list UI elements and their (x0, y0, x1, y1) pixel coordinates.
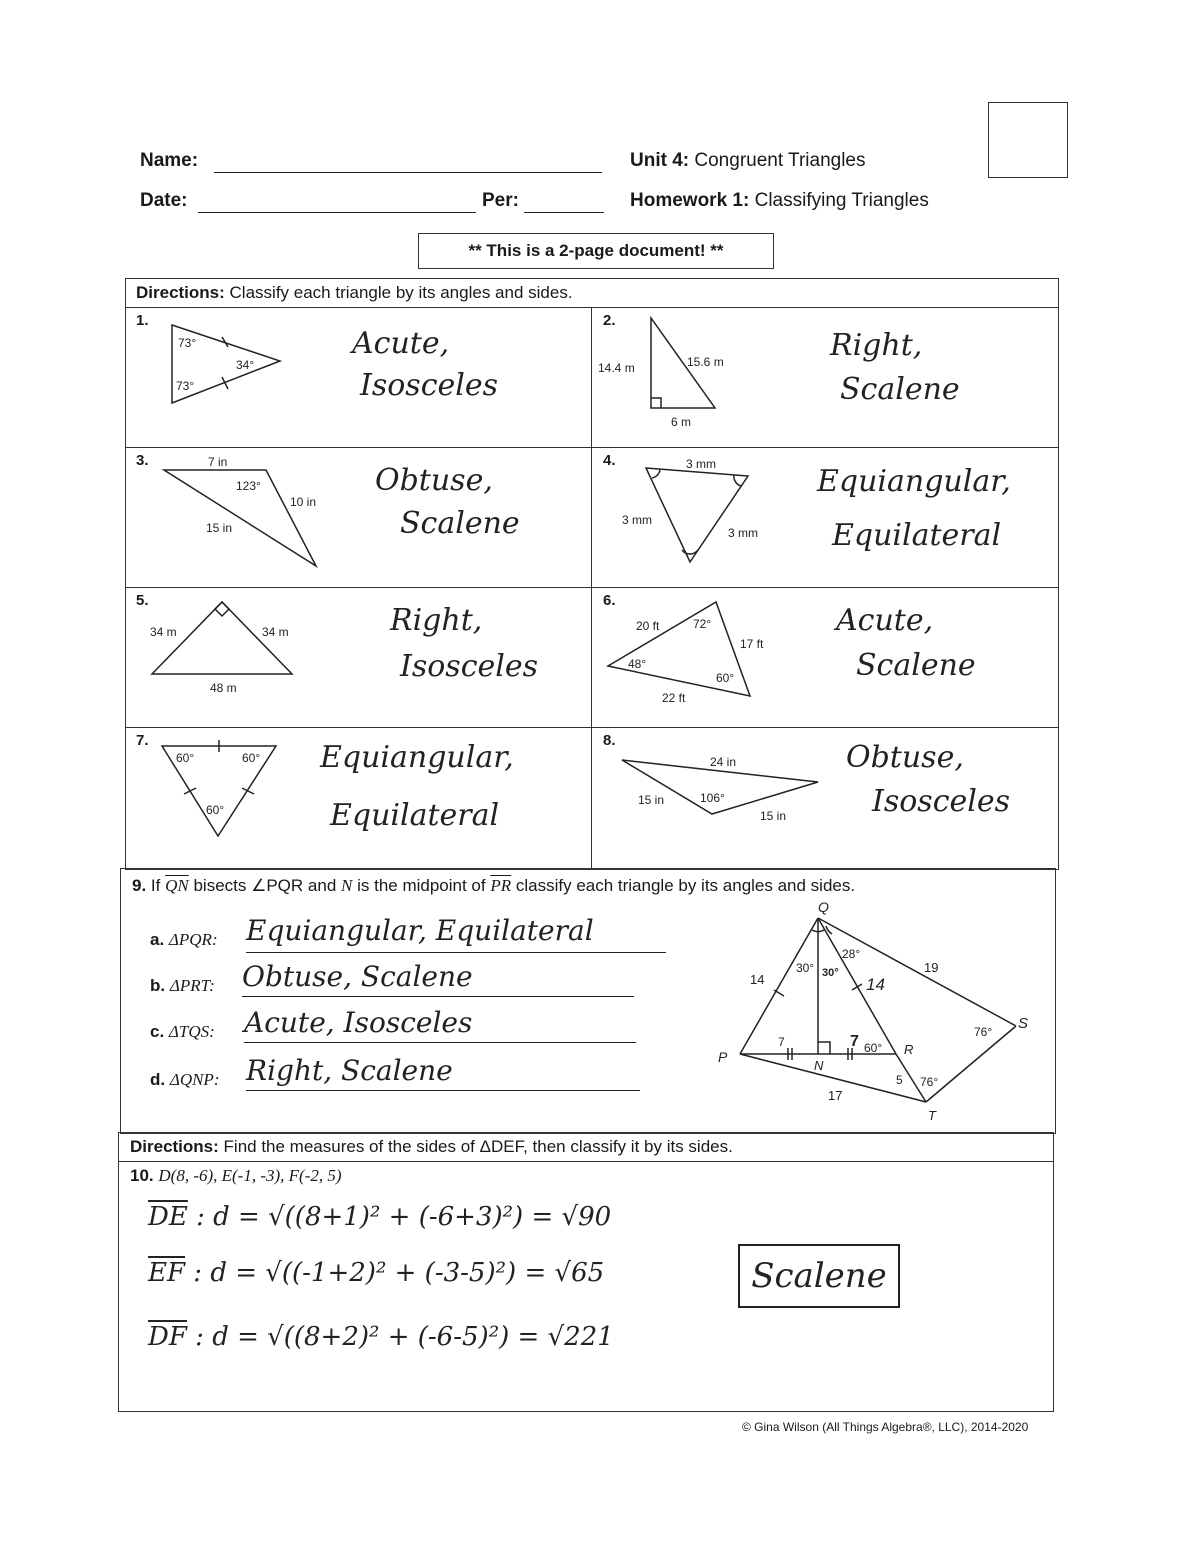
side-label: 6 m (671, 415, 692, 429)
final-answer-box: Scalene (738, 1244, 900, 1308)
vertex-label: P (718, 1049, 728, 1065)
side-label: 7 in (208, 455, 228, 469)
side-label: 22 ft (662, 691, 686, 705)
angle-label: 76° (974, 1025, 993, 1039)
answer-line1: Right, (830, 328, 923, 363)
side-label: 20 ft (636, 619, 660, 633)
answer-line2: Scalene (856, 648, 976, 683)
problem-number: 8. (603, 732, 616, 749)
copyright: © Gina Wilson (All Things Algebra®, LLC), 2014-2020 (742, 1420, 1029, 1434)
angle-label: 34° (236, 358, 255, 372)
item-triangle: ΔTQS: (168, 1022, 215, 1041)
angle-label: 28° (842, 947, 861, 961)
angle-label: 60° (864, 1041, 883, 1055)
vertex-label: T (928, 1108, 936, 1123)
directions-2 (130, 1137, 733, 1157)
directions-text: Classify each triangle by its angles and sides. (229, 283, 573, 302)
item-b-answer[interactable]: Obtuse, Scalene (242, 960, 634, 997)
side-label: 14 (866, 975, 885, 994)
point-n: N (341, 876, 353, 895)
triangle-figure (160, 315, 300, 415)
divider (125, 447, 1059, 448)
side-label: 17 ft (740, 637, 764, 651)
answer-line2: Scalene (840, 372, 960, 407)
unit-label: Unit 4: (630, 150, 690, 171)
item-letter: c. (150, 1022, 165, 1041)
distance-formula: d = √((-1+2)² + (-3-5)²) = √65 (210, 1258, 605, 1288)
item-a-answer[interactable]: Equiangular, Equilateral (246, 914, 666, 953)
prompt-text: If (150, 876, 161, 895)
per-label: Per: (482, 190, 519, 211)
side-label: 34 m (150, 625, 177, 639)
angle-label: 30° (796, 961, 815, 975)
date-label: Date: (140, 190, 188, 211)
homework-title (630, 190, 929, 212)
tick-mark (184, 788, 196, 794)
angle-label: 73° (178, 336, 197, 350)
answer-line1: Acute, (836, 603, 934, 638)
segment-label: $\overline{DF}$ (148, 1322, 187, 1352)
side-label: 3 mm (728, 526, 758, 540)
distance-formula: d = √((8+2)² + (-6-5)²) = √221 (212, 1322, 614, 1352)
answer-line1: Acute, (352, 326, 450, 361)
angle-label: 106° (700, 791, 725, 805)
directions-1 (136, 283, 573, 303)
problem-points: D(8, -6), E(-1, -3), F(-2, 5) (158, 1166, 342, 1185)
problem-number: 6. (603, 592, 616, 609)
problem-number: 7. (136, 732, 149, 749)
answer-line1: Obtuse, (846, 740, 964, 775)
segment-qs (818, 918, 1016, 1026)
vertex-label: Q (818, 899, 829, 915)
vertex-label: N (814, 1058, 824, 1073)
directions-label: Directions: (130, 1137, 219, 1156)
item-a-label (150, 930, 218, 950)
item-d-label (150, 1070, 219, 1090)
angle-label: 60° (716, 671, 735, 685)
item-triangle: ΔPQR: (168, 930, 218, 949)
date-field[interactable] (198, 192, 476, 213)
triangle-figure (610, 452, 780, 572)
angle-label: 76° (920, 1075, 939, 1089)
angle-arc (652, 470, 660, 478)
angle-label: 60° (176, 751, 195, 765)
period-field[interactable] (524, 192, 604, 213)
triangle-figure (595, 312, 755, 434)
side-label: 14 (750, 972, 765, 987)
angle-label: 60° (242, 751, 261, 765)
item-c-label (150, 1022, 215, 1042)
answer-line1: Equiangular, (817, 464, 1011, 499)
side-label: 15 in (206, 521, 233, 535)
item-c-answer[interactable]: Acute, Isosceles (244, 1006, 636, 1043)
answer-line1: Right, (390, 603, 483, 638)
name-field[interactable] (214, 152, 602, 173)
triangle-figure (610, 740, 830, 830)
unit-name: Congruent Triangles (694, 150, 866, 171)
side-label: 7 (850, 1033, 859, 1050)
prompt-text: bisects ∠PQR and (193, 876, 337, 895)
problem-number: 9. (132, 876, 147, 895)
triangle-figure (600, 592, 780, 710)
side-label: 19 (924, 960, 939, 975)
work-line: $\overline{EF}$ : d = √((-1+2)² + (-3-5)²) = √65 (148, 1258, 605, 1288)
side-label: 15 in (638, 793, 665, 807)
triangle-figure (150, 452, 330, 574)
problem-number: 4. (603, 452, 616, 469)
answer-line2: Equilateral (330, 798, 500, 833)
side-label: 17 (828, 1088, 843, 1103)
problem-number: 10. (130, 1166, 154, 1185)
right-angle-mark (215, 602, 229, 616)
divider (118, 1161, 1054, 1162)
angle-label: 48° (628, 657, 647, 671)
divider (125, 307, 1059, 308)
angle-label: 73° (176, 379, 195, 393)
angle-label: 30° (822, 967, 839, 979)
side-label: 14.4 m (598, 361, 635, 375)
problem-9-prompt (132, 876, 855, 896)
segment-qn: $\overline{QN}$ (165, 876, 189, 895)
problem-number: 2. (603, 312, 616, 329)
two-page-notice: ** This is a 2-page document! ** (418, 233, 774, 269)
score-box[interactable] (988, 102, 1068, 178)
problem-number: 3. (136, 452, 149, 469)
answer-line1: Equiangular, (320, 740, 514, 775)
segment-label: $\overline{EF}$ (148, 1258, 186, 1288)
side-label: 24 in (710, 755, 737, 769)
triangle (646, 468, 748, 562)
problem-number: 5. (136, 592, 149, 609)
angle-arc (734, 475, 741, 486)
side-label: 15.6 m (687, 355, 724, 369)
divider (125, 727, 1059, 728)
side-label: 34 m (262, 625, 289, 639)
item-letter: d. (150, 1070, 166, 1089)
answer-line2: Isosceles (400, 649, 539, 684)
item-triangle: ΔPRT: (169, 976, 215, 995)
right-angle-mark (818, 1042, 830, 1054)
segment-st (926, 1026, 1016, 1102)
side-label: 3 mm (686, 457, 716, 471)
quadrilateral-figure (700, 896, 1040, 1128)
item-d-answer[interactable]: Right, Scalene (246, 1054, 640, 1091)
divider (125, 587, 1059, 588)
problem-number: 1. (136, 312, 149, 329)
answer-line2: Equilateral (832, 518, 1002, 553)
vertex-label: R (904, 1042, 914, 1057)
segment-label: $\overline{DE}$ (148, 1202, 188, 1232)
answer-line2: Isosceles (872, 784, 1011, 819)
side-label: 15 in (760, 809, 787, 823)
item-letter: b. (150, 976, 166, 995)
distance-formula: d = √((8+1)² + (-6+3)²) = √90 (213, 1202, 612, 1232)
triangle-figure (140, 592, 310, 702)
side-label: 7 (778, 1035, 785, 1049)
divider (591, 307, 592, 870)
angle-label: 72° (693, 617, 712, 631)
homework-label: Homework 1: (630, 190, 750, 211)
side-label: 10 in (290, 495, 317, 509)
answer-line2: Scalene (400, 506, 520, 541)
item-letter: a. (150, 930, 165, 949)
problem-10-prompt (130, 1166, 342, 1186)
work-line: $\overline{DF}$ : d = √((8+2)² + (-6-5)²) = √221 (148, 1322, 614, 1352)
directions-text: Find the measures of the sides of ΔDEF, then classify it by its sides. (223, 1137, 733, 1156)
vertex-label: S (1018, 1015, 1029, 1032)
angle-label: 60° (206, 803, 225, 817)
answer-line1: Obtuse, (375, 463, 493, 498)
item-triangle: ΔQNP: (169, 1070, 220, 1089)
prompt-text: classify each triangle by its angles and sides. (515, 876, 856, 895)
triangle-figure (150, 732, 290, 844)
work-line: $\overline{DE}$ : d = √((8+1)² + (-6+3)²) = √90 (148, 1202, 612, 1232)
side-label: 3 mm (622, 513, 652, 527)
directions-label: Directions: (136, 283, 225, 302)
homework-name: Classifying Triangles (754, 190, 929, 211)
name-label: Name: (140, 150, 199, 171)
angle-label: 123° (236, 479, 261, 493)
prompt-text: is the midpoint of (357, 876, 486, 895)
segment-pr: $\overline{PR}$ (490, 876, 512, 895)
answer-line2: Isosceles (360, 368, 499, 403)
side-label: 5 (896, 1073, 903, 1087)
side-label: 48 m (210, 681, 237, 695)
right-angle-mark (651, 398, 661, 408)
item-b-label (150, 976, 215, 996)
unit-title (630, 150, 866, 172)
